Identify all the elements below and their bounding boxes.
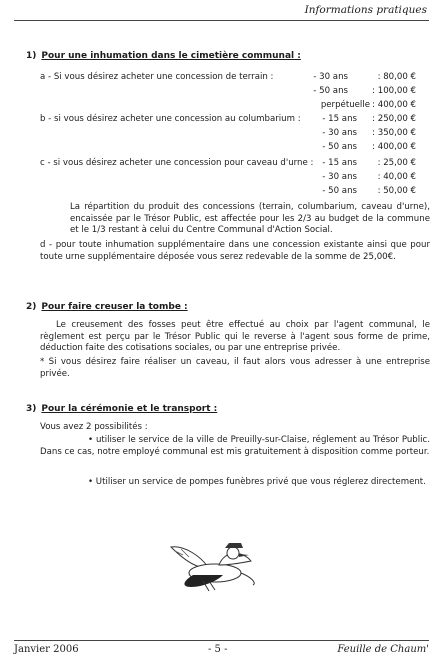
footer-publication: Feuille de Chaum'	[337, 644, 429, 655]
item-c-price-2: : 40,00 €	[377, 172, 416, 182]
item-a-price-3: : 400,00 €	[372, 100, 416, 110]
section3-title: Pour la cérémonie et le transport :	[41, 404, 218, 414]
item-b-price-2: : 350,00 €	[372, 128, 416, 138]
item-a-term-1: - 30 ans	[313, 72, 348, 82]
item-a-term-3: perpétuelle	[320, 100, 370, 110]
item-c-label: c - si vous désirez acheter une concession pour caveau d'urne :	[40, 158, 314, 168]
item-b-price-3: : 400,00 €	[372, 142, 416, 152]
item-c-price-1: : 25,00 €	[377, 158, 416, 168]
bird-with-hat-icon	[163, 535, 263, 595]
item-b-term-1: - 15 ans	[322, 114, 357, 124]
footer-date: Janvier 2006	[14, 644, 79, 655]
section2-paragraph-1: Le creusement des fosses peut être effectué au choix par l'agent communal, le règlement est perçu par le Trésor Public qui le reverse à l'agent sous forme de prime, déduction faite des cotisations sociales, ou par une entreprise privée.	[40, 320, 430, 353]
item-a-term-2: - 50 ans	[313, 86, 348, 96]
section1-title: Pour une inhumation dans le cimetière communal :	[41, 51, 301, 61]
item-a-label: a - Si vous désirez acheter une concession de terrain :	[40, 72, 274, 82]
item-b-term-2: - 30 ans	[322, 128, 357, 138]
section1-heading	[26, 51, 301, 61]
item-c-term-3: - 50 ans	[322, 186, 357, 196]
section1-number: 1)	[26, 51, 37, 61]
header-rule	[14, 20, 429, 21]
section3-intro: Vous avez 2 possibilités :	[40, 422, 148, 432]
item-b-term-3: - 50 ans	[322, 142, 357, 152]
section2-title: Pour faire creuser la tombe :	[41, 302, 188, 312]
section3-heading	[26, 404, 217, 414]
section3-number: 3)	[26, 404, 37, 414]
item-a-price-2: : 100,00 €	[372, 86, 416, 96]
header-title: Informations pratiques	[304, 4, 427, 16]
section2-heading	[26, 302, 188, 312]
item-c-term-2: - 30 ans	[322, 172, 357, 182]
item-b-label: b - si vous désirez acheter une concession au columbarium :	[40, 114, 301, 124]
footer-rule	[14, 640, 429, 641]
item-b-price-1: : 250,00 €	[372, 114, 416, 124]
section2-number: 2)	[26, 302, 37, 312]
section3-option-2: • Utiliser un service de pompes funèbres privé que vous réglerez directement.	[88, 477, 426, 487]
item-a-price-1: : 80,00 €	[377, 72, 416, 82]
item-d-paragraph: d - pour toute inhumation supplémentaire dans une concession existante ainsi que pour toute urne supplémentaire déposée vous serez redevable de la somme de 25,00€.	[40, 240, 430, 262]
item-c-price-3: : 50,00 €	[377, 186, 416, 196]
section3-option-1: • utiliser le service de la ville de Preuilly-sur-Claise, réglement au Trésor Public. Dans ce cas, notre employé communal est mis gratuitement à disposition comme porteur.	[40, 435, 430, 457]
repartition-paragraph: La répartition du produit des concessions (terrain, columbarium, caveau d'urne), encaissée par le Trésor Public, est affectée pour les 2/3 au budget de la commune et le 1/3 restant à celui du Centre Communal d'Action Social.	[70, 202, 430, 235]
item-c-term-1: - 15 ans	[322, 158, 357, 168]
footer-page-number: - 5 -	[208, 644, 228, 655]
section2-paragraph-2: * Si vous désirez faire réaliser un caveau, il faut alors vous adresser à une entreprise privée.	[40, 357, 430, 379]
